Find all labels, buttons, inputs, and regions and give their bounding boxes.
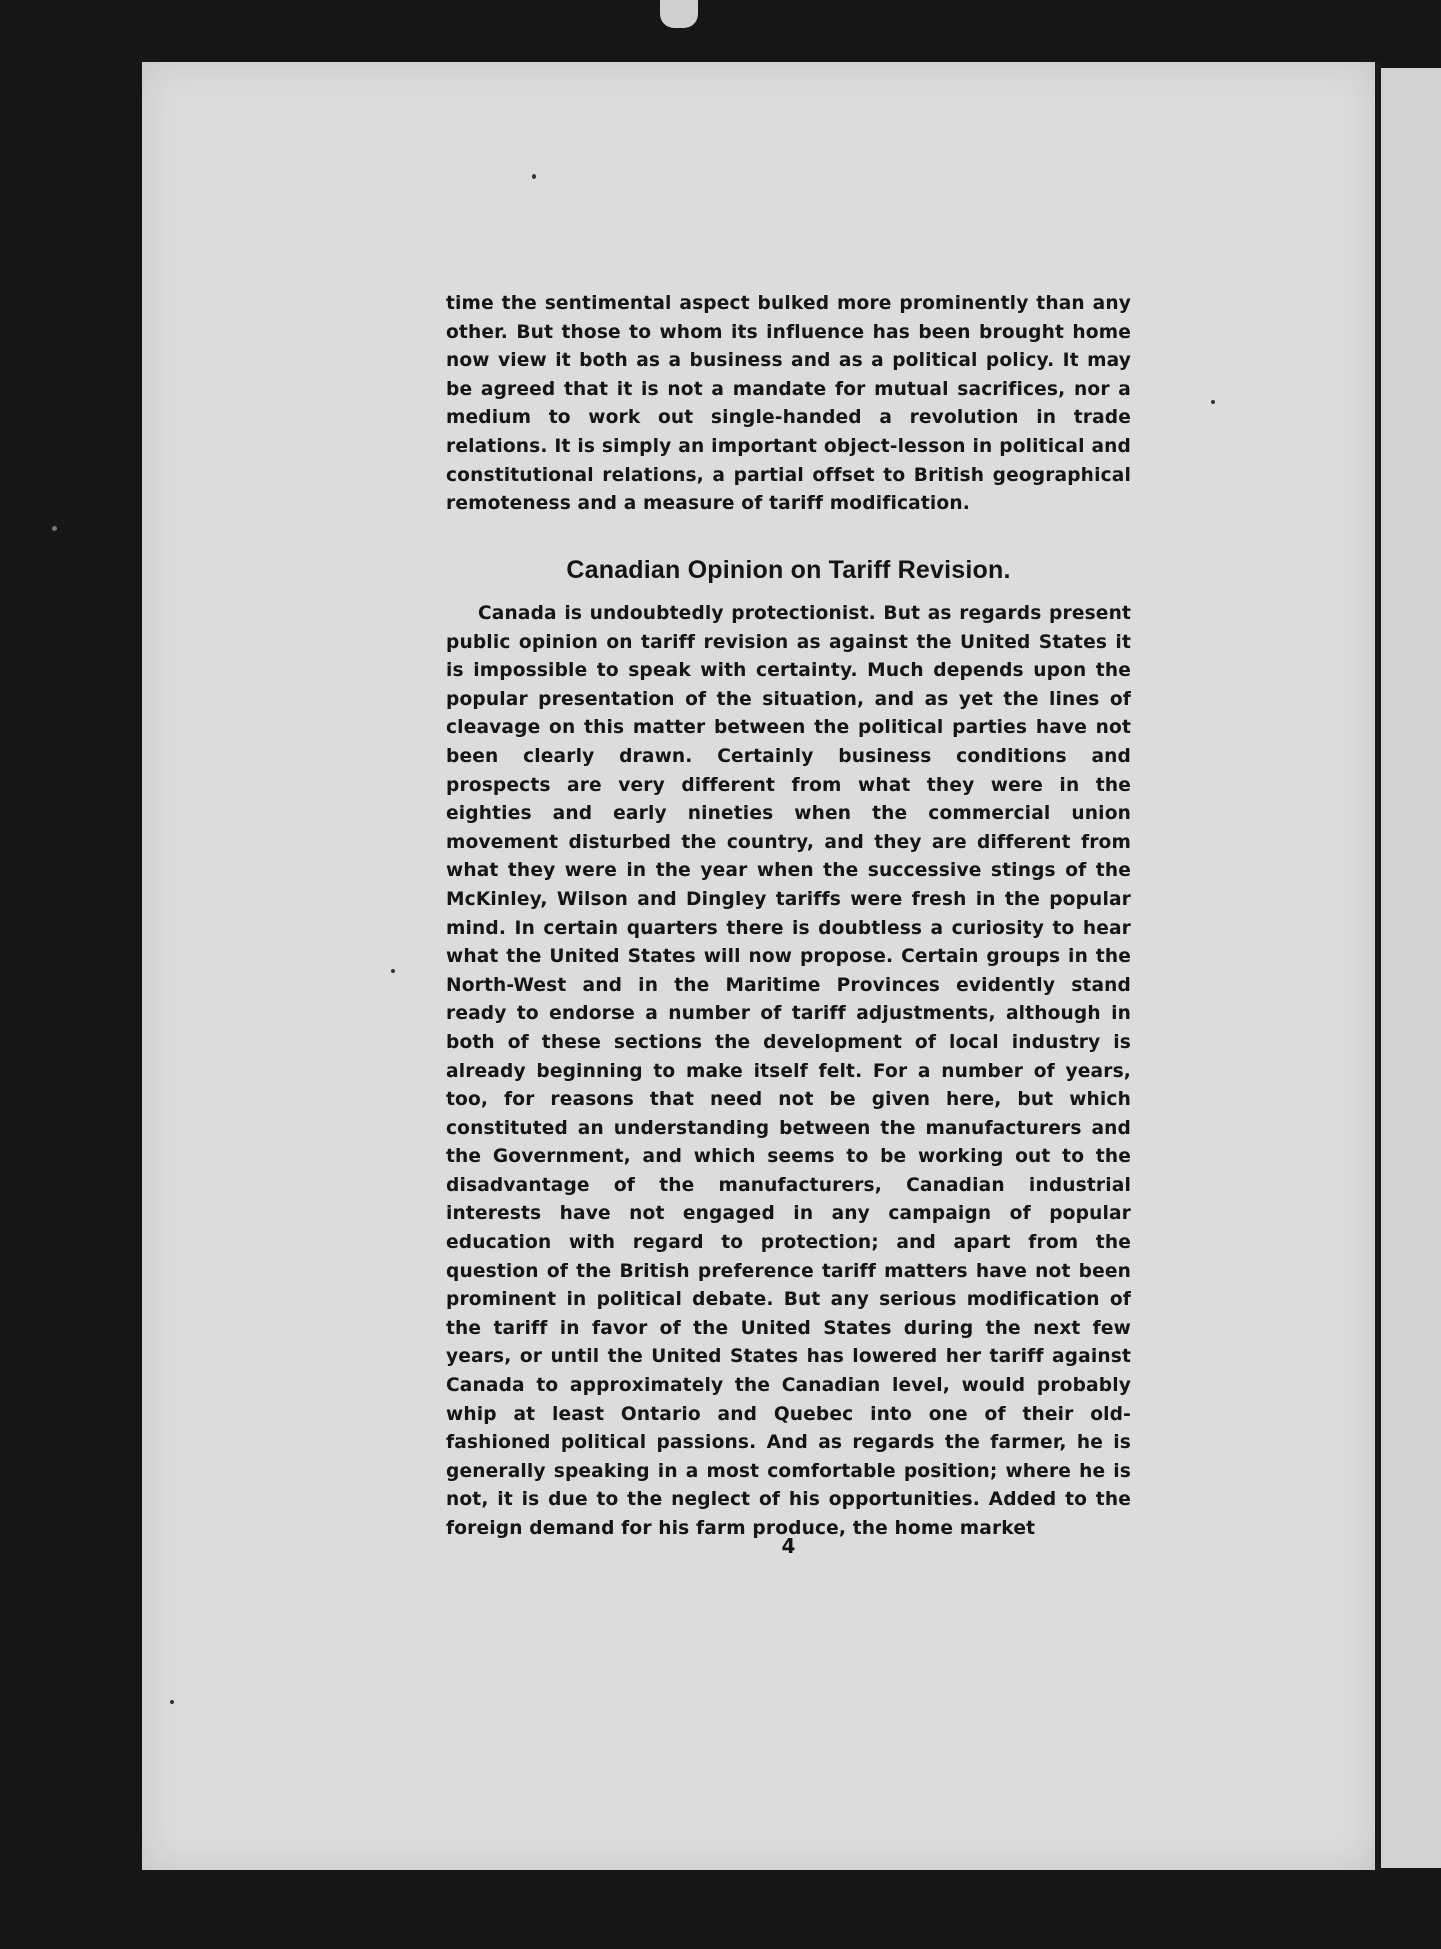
paragraph: time the sentimental aspect bulked more prominently than any other. But those to whom its influence has been brought home now view it both as a business and as a political policy. It may be agreed that it is not a mandate for mutual sacrifices, nor a medium to work out single-handed a revolution in trade relations. It is simply an important object-lesson in political and constitutional relations, a partial offset to British geographical remoteness and a measure of tariff modification. xyxy=(446,293,1131,515)
section-heading: Canadian Opinion on Tariff Revision. xyxy=(566,556,1011,584)
page-number: 4 xyxy=(781,1534,796,1558)
adjacent-page-edge xyxy=(1381,68,1441,1868)
binding-mark xyxy=(660,0,698,28)
body-text-block xyxy=(446,600,1131,1544)
paragraph: Canada is undoubtedly protectionist. But as regards present public opinion on tariff revision as against the United States it is impossible to speak with certainty. Much depends upon the popular presentation of the situation, and as yet the lines of cleavage on this matter between the political parties have not been clearly drawn. Certainly business conditions and prospects are very different from what they were in the eighties and early nineties when the commercial union movement disturbed the country, and they are different from what they were in the year when the successive stings of the McKinley, Wilson and Dingley tariffs were fresh in the popular mind. In certain quarters there is doubtless a curiosity to hear what the United States will now propose. Certain groups in the North-West and in the Maritime Provinces evidently stand ready to endorse a number of tariff adjustments, although in both of these sections the development of local industry is already beginning to make itself felt. For a number of years, too, for reasons that need not be given here, but which constituted an understanding between the manufacturers and the Government, and which seems to be working out to the disadvantage of the manufacturers, Canadian industrial interests have not engaged in any campaign of popular education with regard to protection; and apart from the question of the British preference tariff matters have not been prominent in political debate. But any serious modification of the tariff in favor of the United States during the next few years, or until the United States has lowered her tariff against Canada to approximately the Canadian level, would probably whip at least Ontario and Quebec into one of their old-fashioned political passions. And as regards the farmer, he is generally speaking in a most comfortable position; where he is not, it is due to the neglect of his opportunities. Added to the foreign demand for his farm produce, the home market xyxy=(446,603,1131,1539)
scan-speck xyxy=(170,1700,174,1704)
body-text-block xyxy=(446,290,1131,519)
scan-speck xyxy=(1211,400,1215,404)
scan-speck xyxy=(391,969,395,973)
scan-speck xyxy=(532,174,536,179)
scan-speck xyxy=(52,526,57,531)
